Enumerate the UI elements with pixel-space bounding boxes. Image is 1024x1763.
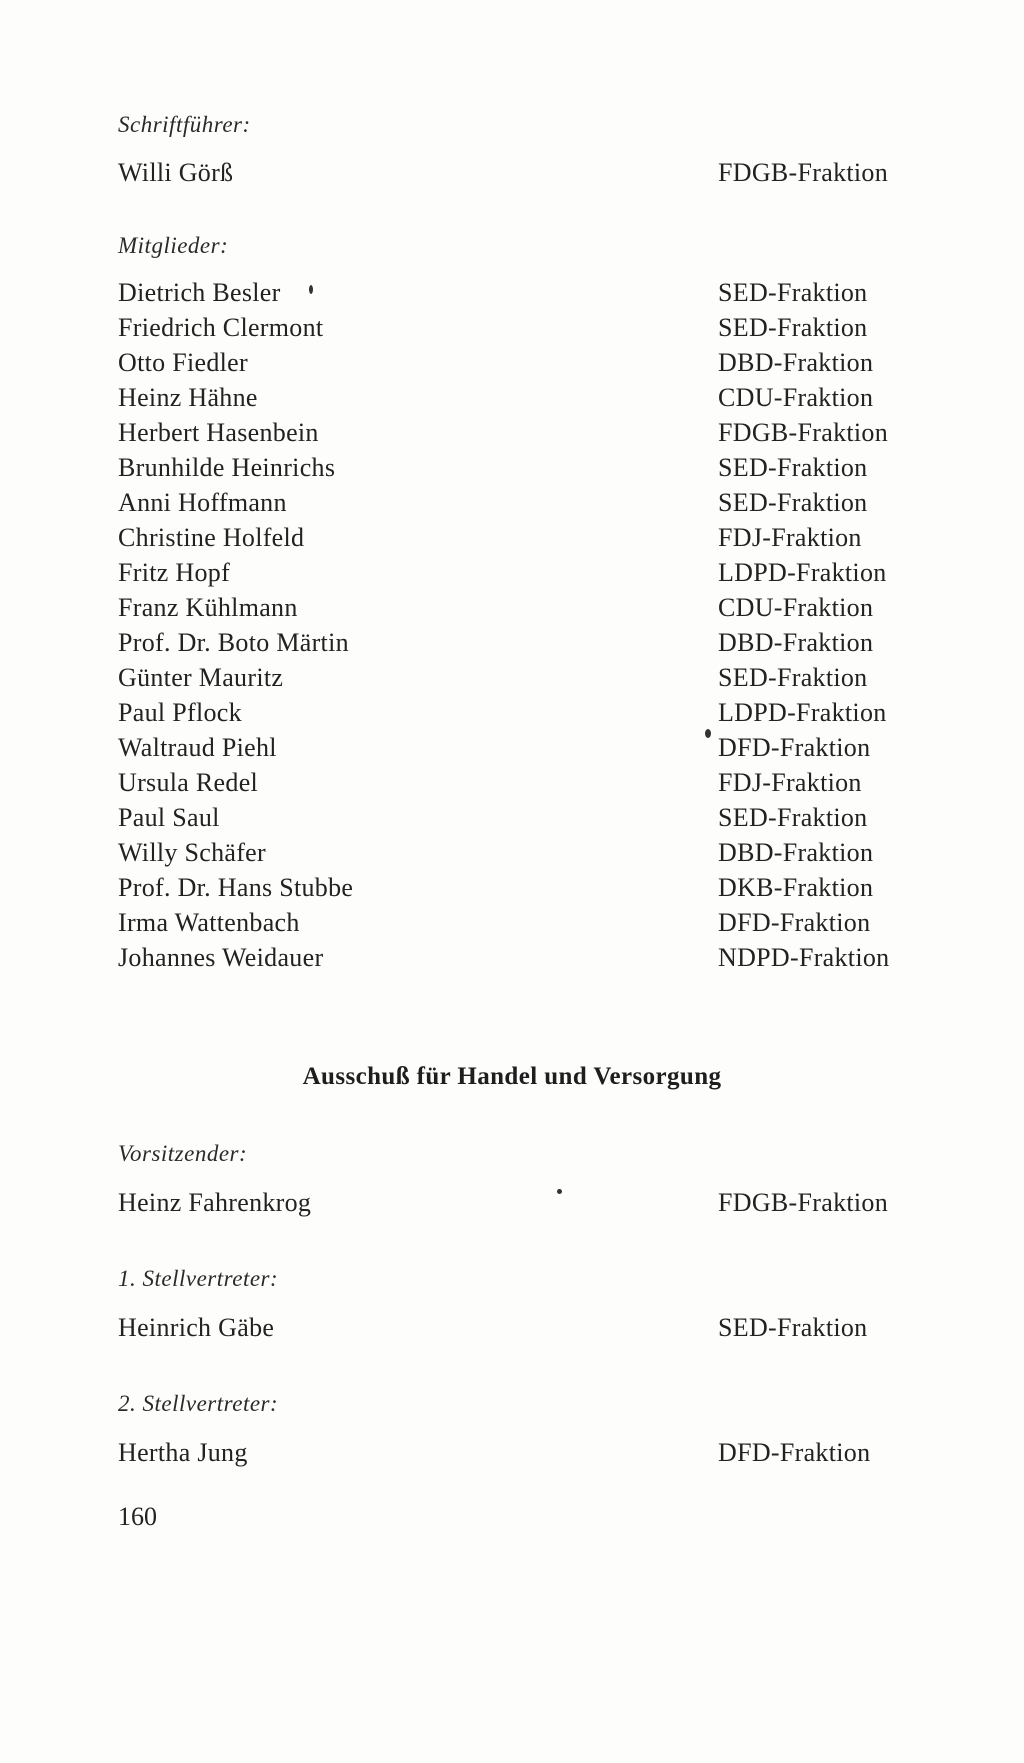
member-row (118, 381, 924, 415)
member-name: Christine Holfeld (118, 523, 305, 552)
member-row (118, 766, 924, 800)
member-party: DBD-Fraktion (718, 348, 874, 377)
member-party: DKB-Fraktion (718, 873, 874, 902)
member-row (118, 871, 924, 905)
member-name: Ursula Redel (118, 768, 259, 797)
member-name: Heinz Fahrenkrog (118, 1188, 312, 1217)
mitglieder-label: Mitglieder: (118, 233, 229, 258)
member-row (118, 836, 924, 870)
member-name: Günter Mauritz (118, 663, 284, 692)
member-party: CDU-Fraktion (718, 593, 874, 622)
member-name: Franz Kühlmann (118, 593, 298, 622)
member-row (118, 346, 924, 380)
member-name: Paul Saul (118, 803, 220, 832)
member-name: Friedrich Clermont (118, 313, 324, 342)
member-row (118, 591, 924, 625)
member-party: SED-Fraktion (718, 663, 868, 692)
member-party: NDPD-Fraktion (718, 943, 890, 972)
stellvertreter1-label: 1. Stellvertreter: (118, 1266, 279, 1291)
vorsitzender-label: Vorsitzender: (118, 1141, 248, 1166)
member-name: Willi Görß (118, 158, 234, 187)
member-name: Anni Hoffmann (118, 488, 287, 517)
member-row (118, 696, 924, 730)
member-party: SED-Fraktion (718, 803, 868, 832)
member-name: Paul Pflock (118, 698, 242, 727)
member-name: Heinz Hähne (118, 383, 258, 412)
member-row (118, 801, 924, 835)
member-party: DFD-Fraktion (718, 1438, 871, 1467)
schriftfuehrer-label: Schriftführer: (118, 112, 251, 137)
member-row (118, 661, 924, 695)
member-name: Prof. Dr. Boto Märtin (118, 628, 349, 657)
stellvertreter1-row (118, 1311, 924, 1345)
member-party: CDU-Fraktion (718, 383, 874, 412)
member-row (118, 941, 924, 975)
member-name: Prof. Dr. Hans Stubbe (118, 873, 354, 902)
member-row (118, 626, 924, 660)
member-name: Waltraud Piehl (118, 733, 277, 762)
committee-heading: Ausschuß für Handel und Versorgung (302, 1063, 722, 1090)
member-row (118, 521, 924, 555)
member-party: SED-Fraktion (718, 1313, 868, 1342)
member-party: FDGB-Fraktion (718, 418, 889, 447)
member-row (118, 416, 924, 450)
member-row (118, 731, 924, 765)
member-name: Otto Fiedler (118, 348, 248, 377)
member-row (118, 486, 924, 520)
member-party: SED-Fraktion (718, 313, 868, 342)
member-party: SED-Fraktion (718, 488, 868, 517)
member-party: DBD-Fraktion (718, 628, 874, 657)
member-name: Brunhilde Heinrichs (118, 453, 336, 482)
member-row (118, 906, 924, 940)
member-name: Willy Schäfer (118, 838, 266, 867)
member-name: Heinrich Gäbe (118, 1313, 275, 1342)
member-row (118, 451, 924, 485)
schriftfuehrer-row (118, 156, 924, 190)
stellvertreter2-label: 2. Stellvertreter: (118, 1391, 279, 1416)
member-row (118, 556, 924, 590)
member-party: DBD-Fraktion (718, 838, 874, 867)
member-party: DFD-Fraktion (718, 908, 871, 937)
member-name: Fritz Hopf (118, 558, 231, 587)
member-party: LDPD-Fraktion (718, 558, 887, 587)
member-name: Dietrich Besler (118, 278, 281, 307)
member-name: Irma Wattenbach (118, 908, 300, 937)
member-party: FDJ-Fraktion (718, 523, 862, 552)
member-name: Hertha Jung (118, 1438, 248, 1467)
member-name: Johannes Weidauer (118, 943, 324, 972)
member-name: Herbert Hasenbein (118, 418, 319, 447)
member-party: DFD-Fraktion (718, 733, 871, 762)
member-row (118, 311, 924, 345)
member-party: SED-Fraktion (718, 453, 868, 482)
page-number: 160 (118, 1502, 157, 1531)
member-party: LDPD-Fraktion (718, 698, 887, 727)
stellvertreter2-row (118, 1436, 924, 1470)
vorsitzender-row (118, 1186, 924, 1220)
member-party: FDGB-Fraktion (718, 1188, 889, 1217)
member-party: FDJ-Fraktion (718, 768, 862, 797)
scan-speck (309, 285, 313, 294)
member-party: FDGB-Fraktion (718, 158, 889, 187)
member-row (118, 276, 924, 310)
member-party: SED-Fraktion (718, 278, 868, 307)
scan-speck (705, 729, 711, 738)
scan-speck (557, 1189, 562, 1194)
